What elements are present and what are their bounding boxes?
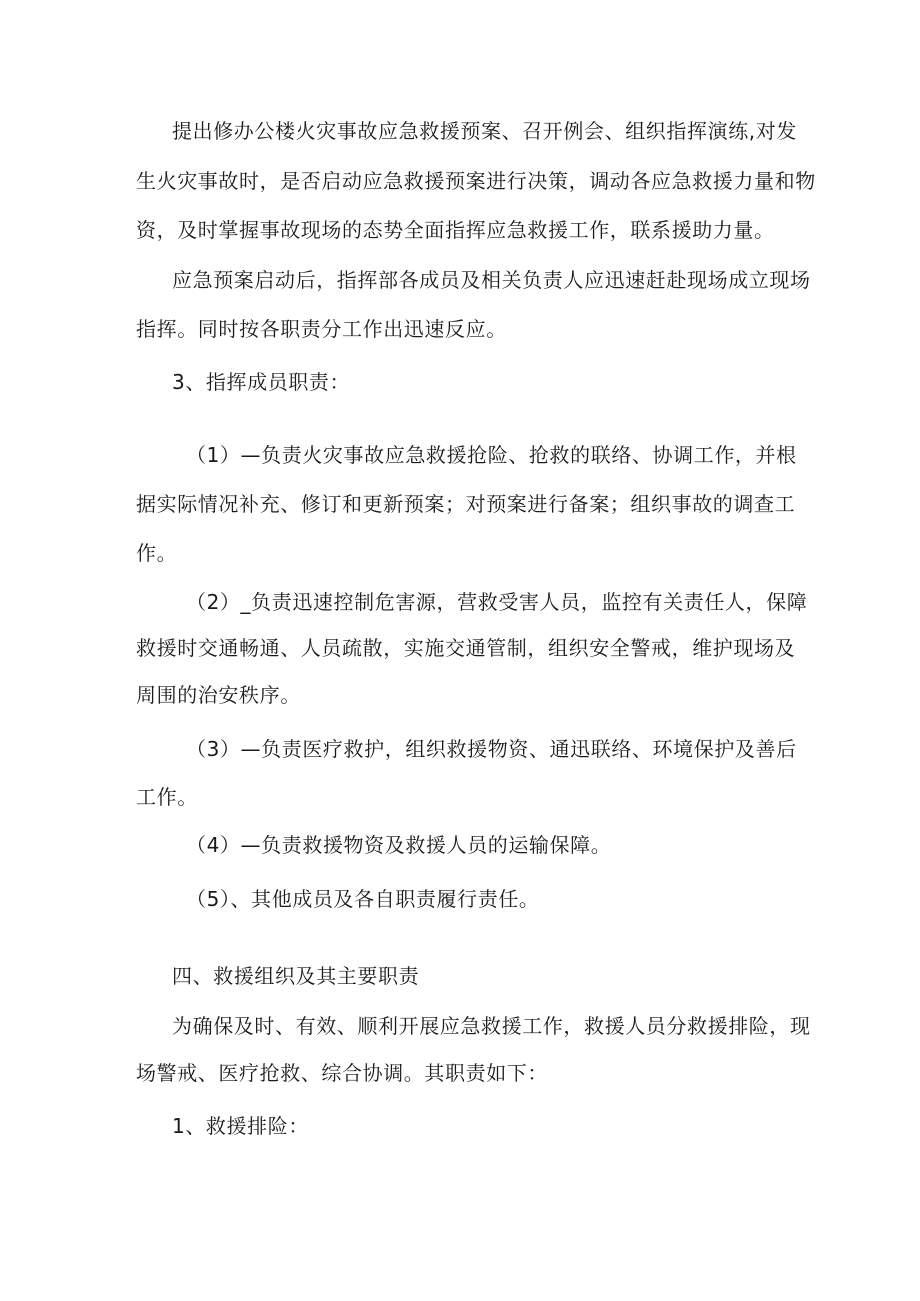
paragraph-line: 据实际情况补充、修订和更新预案；对预案进行备案；组织事故的调查工 [136, 492, 796, 516]
paragraph-line: 作。 [136, 541, 178, 565]
paragraph-line: 为确保及时、有效、顺利开展应急救援工作，救援人员分救援排险，现 [172, 1014, 811, 1038]
paragraph-line: 指挥。同时按各职责分工作出迅速反应。 [136, 317, 507, 341]
paragraph-line: （5）、其他成员及各自职责履行责任。 [186, 887, 540, 911]
paragraph-line: （1）—负责火灾事故应急救援抢险、抢救的联络、协调工作，并根 [186, 443, 797, 467]
paragraph-line: 救援时交通畅通、人员疏散，实施交通管制，组织安全警戒，维护现场及 [136, 636, 796, 660]
section-heading: 四、救援组织及其主要职责 [172, 964, 420, 988]
paragraph-line: 工作。 [136, 785, 198, 809]
section-heading: 1、救援排险： [172, 1114, 309, 1138]
paragraph-line: 场警戒、医疗抢救、综合协调。其职责如下： [136, 1061, 548, 1085]
paragraph-line: 资，及时掌握事故现场的态势全面指挥应急救援工作，联系援助力量。 [136, 218, 775, 242]
paragraph-line: 提出修办公楼火灾事故应急救援预案、召开例会、组织指挥演练,对发 [172, 119, 797, 143]
paragraph-line: 周围的治安秩序。 [136, 683, 301, 707]
paragraph-line: （2）_负责迅速控制危害源，营救受害人员，监控有关责任人，保障 [186, 590, 808, 614]
section-heading: 3、指挥成员职责： [172, 370, 351, 394]
paragraph-line: （3）—负责医疗救护，组织救援物资、通迅联络、环境保护及善后 [186, 737, 797, 761]
paragraph-line: （4）—负责救援物资及救援人员的运输保障。 [186, 833, 612, 857]
paragraph-line: 应急预案启动后，指挥部各成员及相关负责人应迅速赶赴现场成立现场 [172, 268, 811, 292]
paragraph-line: 生火灾事故时，是否启动应急救援预案进行决策，调动各应急救援力量和物 [136, 169, 816, 193]
